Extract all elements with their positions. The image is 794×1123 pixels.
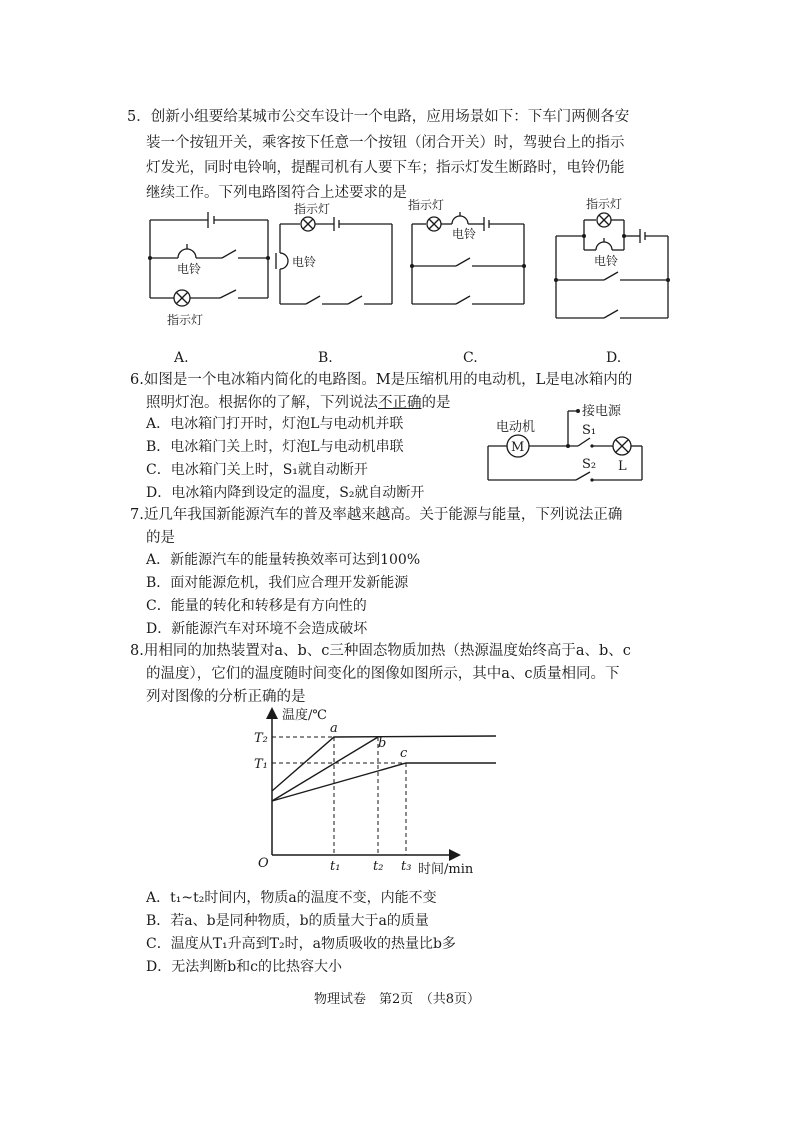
- junction-dot: [590, 444, 593, 447]
- q8-option-b: B．若a、b是同种物质，b的质量大于a的质量: [146, 913, 429, 929]
- fridge-power-label: 接电源: [582, 404, 622, 419]
- q5-option-d-label: D.: [606, 350, 622, 366]
- fridge-motor-label: 电动机: [496, 420, 536, 435]
- q7-option-c: C．能量的转化和转移是有方向性的: [146, 598, 367, 614]
- junction-dot: [666, 278, 670, 282]
- q5-option-b-label: B.: [318, 350, 333, 366]
- circuit-c-bell-label: 电铃: [452, 227, 477, 241]
- terminal-dot: [576, 409, 580, 413]
- q6-line-2-pre: 照明灯泡。根据你的了解，下列说法: [146, 395, 378, 411]
- junction-dot: [148, 256, 152, 260]
- q8-line-1: 8.用相同的加热装置对a、b、c三种固态物质加热（热源温度始终高于a、b、c: [130, 643, 631, 659]
- q6-line-2-post: 的是: [421, 395, 451, 411]
- q6-line-2: [146, 393, 451, 413]
- circuit-a-lamp-label: 指示灯: [167, 313, 204, 327]
- junction-dot: [590, 478, 593, 481]
- origin-label: O: [258, 856, 269, 871]
- series-c-line: [272, 763, 496, 801]
- q6-not-correct-emphasis: 不正确: [378, 395, 422, 411]
- x-tick-t1: t₁: [330, 859, 341, 874]
- y-tick-t1: T₁: [254, 757, 268, 772]
- junction-dot: [554, 278, 558, 282]
- q6-line-1: 6.如图是一个电冰箱内简化的电路图。M是压缩机用的电动机，L是电冰箱内的: [130, 372, 633, 388]
- x-tick-t2: t₂: [373, 859, 384, 874]
- q5-line-4: 继续工作。下列电路图符合上述要求的是: [146, 185, 407, 201]
- circuit-b-lamp-label: 指示灯: [294, 202, 331, 216]
- q8-option-a: A．t₁~t₂时间内，物质a的温度不变，内能不变: [146, 890, 437, 906]
- q5-option-a-label: A.: [174, 350, 189, 366]
- q5-line-3: 灯发光，同时电铃响，提醒司机有人要下车；指示灯发生断路时，电铃仍能: [146, 160, 625, 176]
- switch-s1-label: S₁: [582, 423, 597, 438]
- q5-option-c-label: C.: [463, 350, 478, 366]
- circuit-b-diagram: [272, 200, 402, 310]
- q7-option-d: D．新能源汽车对环境不会造成破坏: [146, 621, 368, 637]
- circuit-d-lamp-label: 指示灯: [586, 197, 623, 211]
- circuit-d-bell-label: 电铃: [594, 254, 619, 268]
- q7-option-b: B．面对能源危机，我们应合理开发新能源: [146, 575, 409, 591]
- lamp-l-label: L: [618, 459, 627, 474]
- q6-option-c: C．电冰箱门关上时，S₁就自动断开: [146, 462, 368, 478]
- circuit-a-bell-label: 电铃: [177, 262, 202, 276]
- junction-dot: [522, 264, 526, 268]
- junction-dot: [410, 264, 414, 268]
- q7-line-1: 7.近几年我国新能源汽车的普及率越来越高。关于能源与能量，下列说法正确: [130, 507, 623, 523]
- q7-line-2: 的是: [146, 530, 175, 546]
- junction-dot: [582, 234, 586, 238]
- series-b-label: b: [378, 736, 387, 751]
- junction-dot: [622, 234, 626, 238]
- q8-line-3: 列对图像的分析正确的是: [146, 689, 306, 705]
- page-footer: 物理试卷 第2页 （共8页）: [313, 992, 481, 1007]
- q5-line-1: 5．创新小组要给某城市公交车设计一个电路，应用场景如下：下车门两侧各安: [127, 109, 630, 125]
- q8-line-2: 的温度），它们的温度随时间变化的图像如图所示，其中a、c质量相同。下: [146, 666, 620, 682]
- series-c-label: c: [400, 746, 408, 761]
- q6-option-b: B．电冰箱门关上时，灯泡L与电动机串联: [146, 439, 404, 455]
- q6-option-d: D．电冰箱内降到设定的温度，S₂就自动断开: [146, 485, 425, 501]
- x-axis-label: 时间/min: [418, 862, 474, 877]
- y-axis-label: 温度/℃: [282, 708, 327, 723]
- q8-option-c: C．温度从T₁升高到T₂时，a物质吸收的热量比b多: [146, 936, 456, 952]
- y-tick-t2: T₂: [254, 731, 268, 746]
- fridge-circuit-diagram: [480, 396, 650, 496]
- q7-option-a: A．新能源汽车的能量转换效率可达到100%: [146, 552, 421, 568]
- series-a-label: a: [330, 721, 338, 736]
- q5-line-2: 装一个按钮开关，乘客按下任意一个按钮（闭合开关）时，驾驶台上的指示: [146, 135, 625, 151]
- junction-dot: [566, 444, 570, 448]
- circuit-b-bell-label: 电铃: [292, 255, 317, 269]
- junction-dot: [266, 256, 270, 260]
- q8-option-d: D．无法判断b和c的比热容大小: [146, 959, 343, 975]
- motor-m-label: M: [511, 440, 525, 455]
- q6-option-a: A．电冰箱门打开时，灯泡L与电动机并联: [146, 416, 404, 432]
- circuit-c-diagram: [404, 196, 534, 311]
- series-b-line: [272, 737, 378, 801]
- circuit-a-diagram: [140, 200, 280, 335]
- x-tick-t3: t₃: [401, 859, 412, 874]
- switch-s2-label: S₂: [582, 457, 597, 472]
- circuit-c-lamp-label: 指示灯: [408, 198, 445, 212]
- circuit-d-diagram: [548, 192, 678, 327]
- temperature-time-chart: [250, 705, 530, 880]
